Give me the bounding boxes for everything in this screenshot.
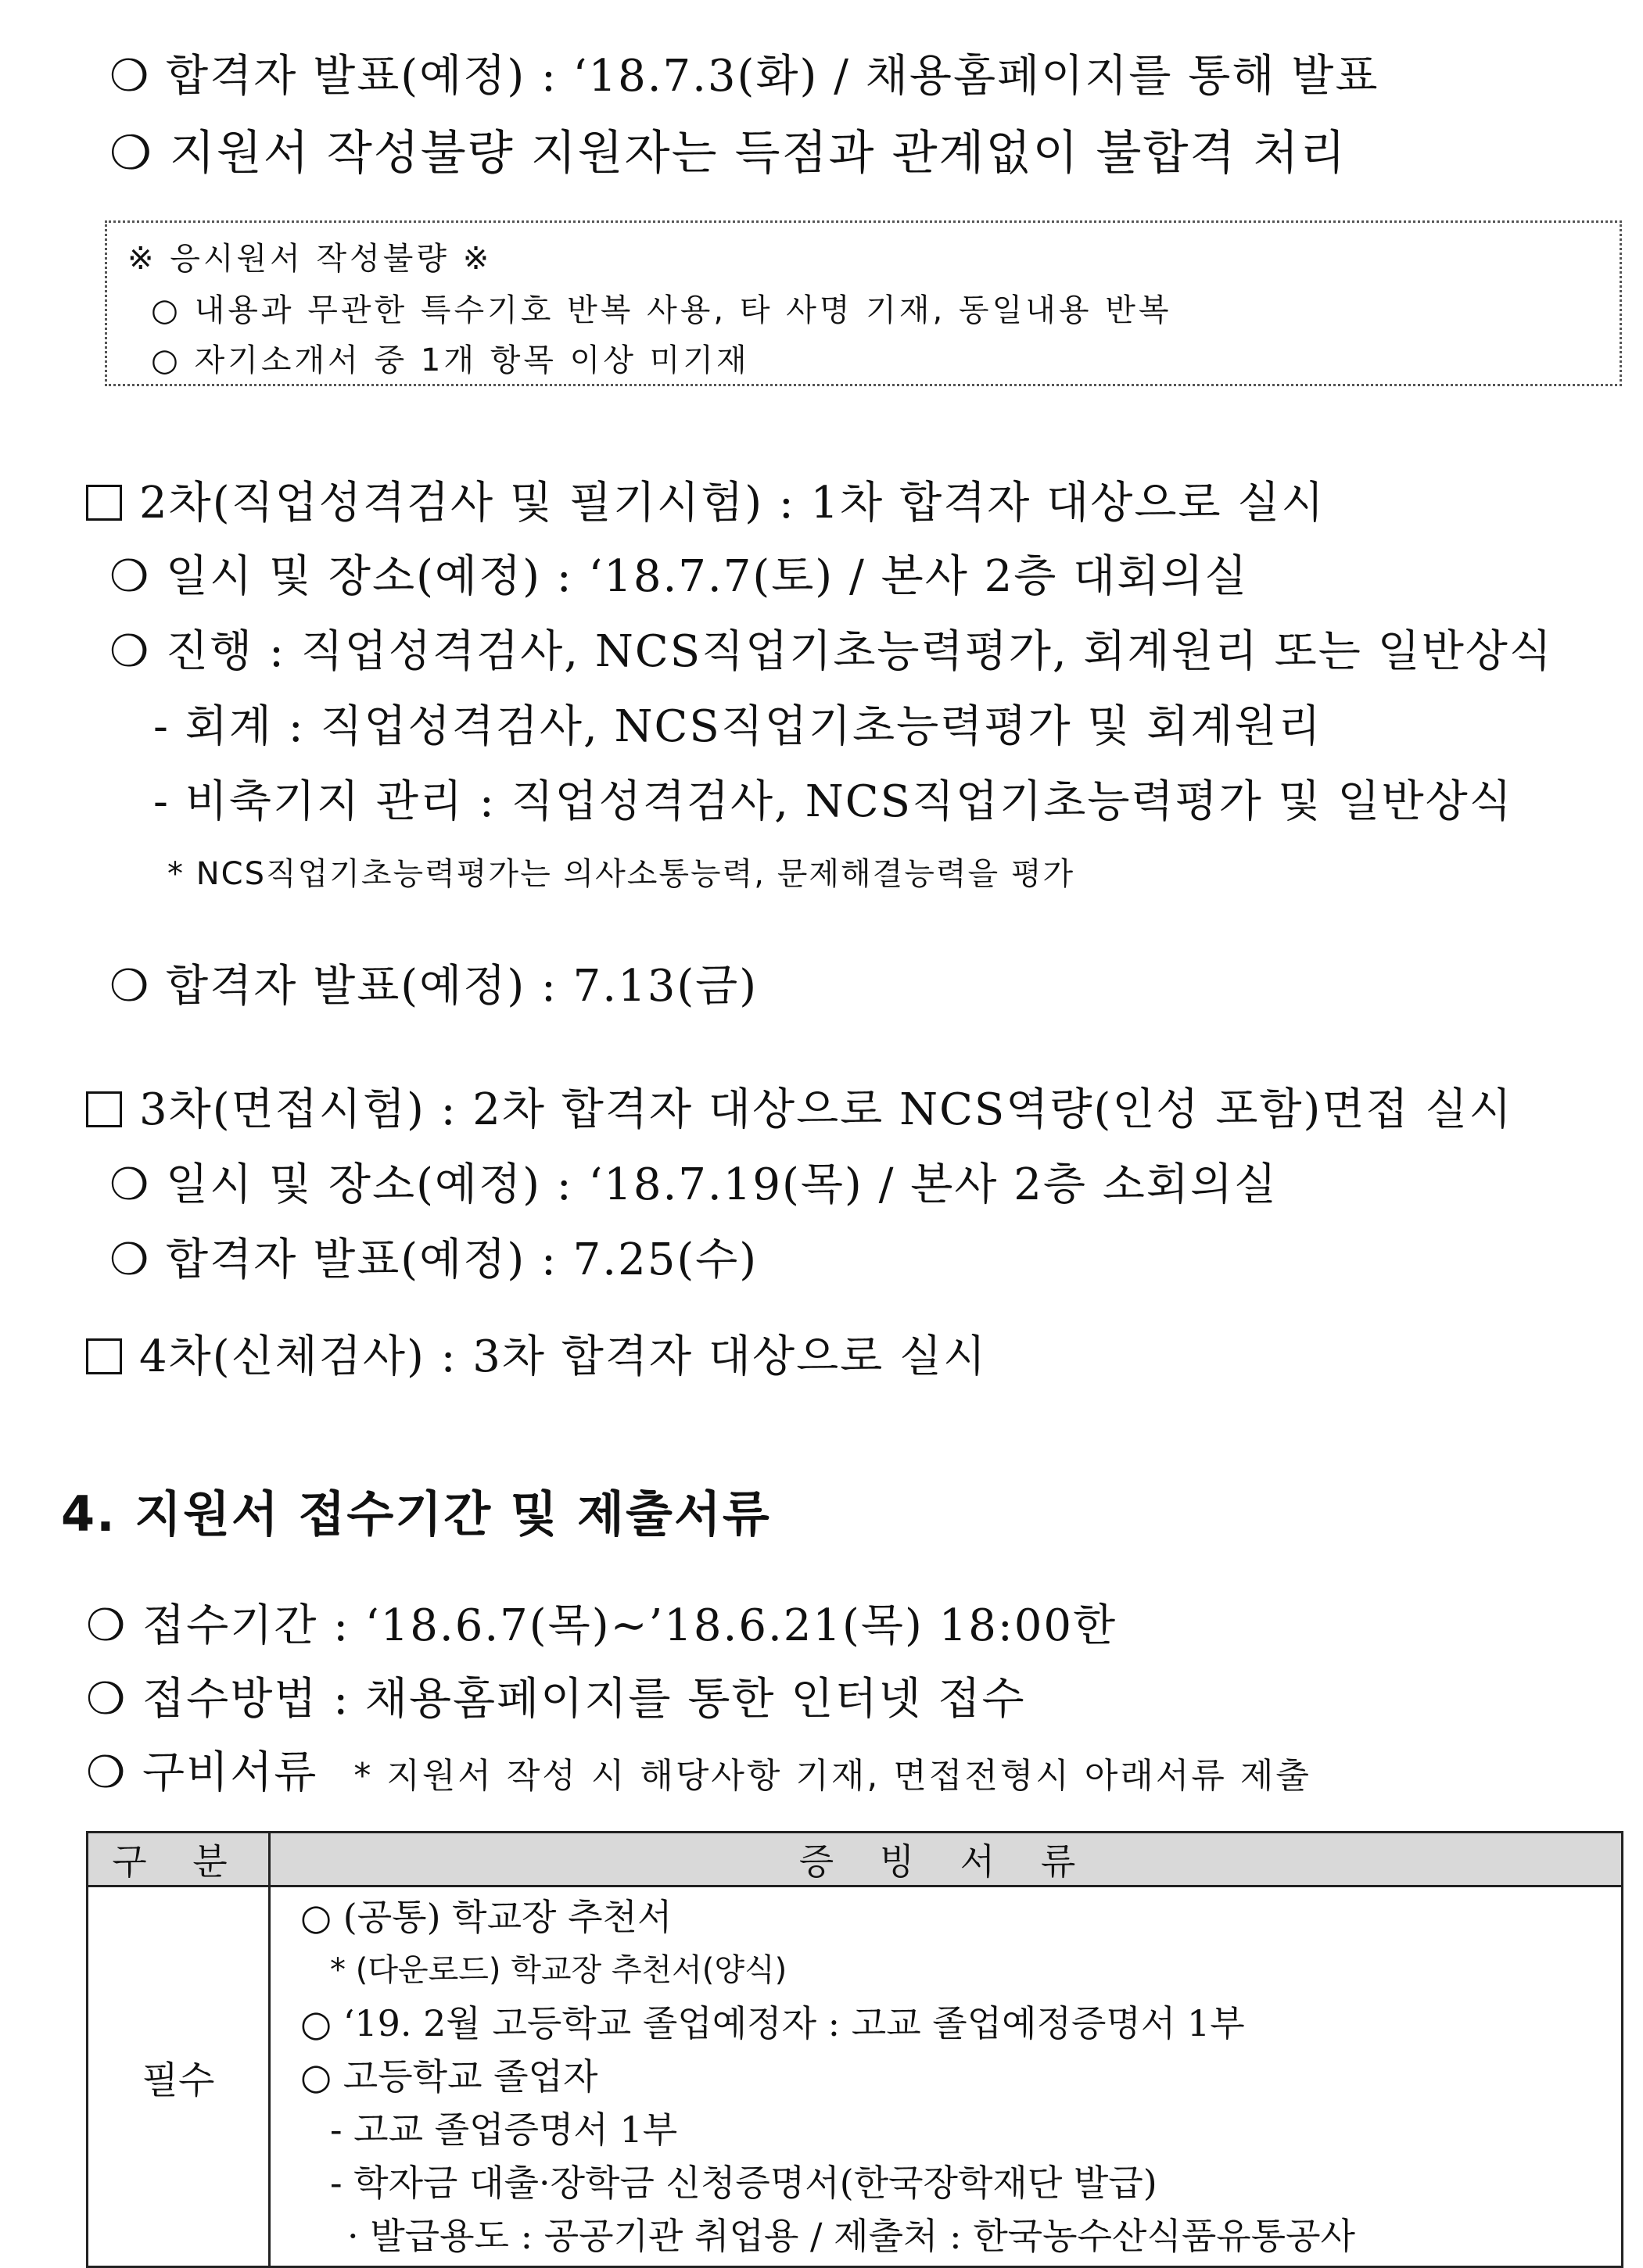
round2-announce-line: ❍ 합격자 발표(예정) : 7.13(금) <box>109 961 759 1012</box>
document-item: · 발급용도 : 공공기관 취업용 / 제출처 : 한국농수산식품유통공사 <box>347 2215 1355 2257</box>
note-box-item: ○ 내용과 무관한 특수기호 반복 사용, 타 사명 기재, 동일내용 반복 <box>151 292 1172 328</box>
round3-schedule-line: ❍ 일시 및 장소(예정) : ‘18.7.19(목) / 본사 2층 소회의실 <box>109 1159 1279 1210</box>
round4-title: 4차(신체검사) : 3차 합격자 대상으로 실시 <box>139 1331 988 1382</box>
round1-disqualify-line: ❍ 지원서 작성불량 지원자는 득점과 관계없이 불합격 처리 <box>109 126 1347 181</box>
round3-title-line <box>86 1084 1513 1136</box>
writing-defect-note-box <box>105 220 1622 386</box>
document-item: ○ 고등학교 졸업자 <box>300 2055 598 2098</box>
documents-cell <box>270 1886 1623 2267</box>
document-item: ○ (공통) 학교장 추천서 <box>300 1896 673 1938</box>
document-item: * (다운로드) 학교장 추천서(양식) <box>330 1952 787 1988</box>
square-bullet-icon <box>86 1091 122 1127</box>
table-header-row <box>88 1833 1623 1886</box>
note-box-title: ※ 응시원서 작성불량 ※ <box>127 241 493 277</box>
required-documents-table <box>86 1831 1623 2268</box>
round2-schedule-line: ❍ 일시 및 장소(예정) : ‘18.7.7(토) / 본사 2층 대회의실 <box>109 551 1249 602</box>
document-item: - 고교 졸업증명서 1부 <box>330 2109 678 2151</box>
column-header-documents: 증 빙 서 류 <box>270 1833 1623 1886</box>
round3-title: 3차(면접시험) : 2차 합격자 대상으로 NCS역량(인성 포함)면접 실시 <box>139 1084 1513 1135</box>
section4-heading: 4. 지원서 접수기간 및 제출서류 <box>61 1485 771 1542</box>
round2-accounting-line: - 회계 : 직업성격검사, NCS직업기초능력평가 및 회계원리 <box>153 701 1322 752</box>
round2-title: 2차(직업성격검사 및 필기시험) : 1차 합격자 대상으로 실시 <box>139 478 1326 528</box>
round4-title-line <box>86 1331 987 1383</box>
required-docs-note: * 지원서 작성 시 해당사항 기재, 면접전형시 아래서류 제출 <box>353 1756 1311 1796</box>
square-bullet-icon <box>86 485 122 521</box>
column-header-category: 구 분 <box>88 1833 270 1886</box>
round2-title-line <box>86 477 1326 529</box>
round3-announce-line: ❍ 합격자 발표(예정) : 7.25(수) <box>109 1234 759 1285</box>
table-row <box>88 1886 1623 2267</box>
round2-stockpile-line: - 비축기지 관리 : 직업성격검사, NCS직업기초능력평가 및 일반상식 <box>153 776 1513 827</box>
round2-process-line: ❍ 진행 : 직업성격검사, NCS직업기초능력평가, 회계원리 또는 일반상식 <box>109 626 1553 677</box>
ncs-note-line: * NCS직업기초능력평가는 의사소통능력, 문제해결능력을 평가 <box>167 856 1075 892</box>
category-cell: 필수 <box>88 1886 270 2267</box>
note-box-item: ○ 자기소개서 중 1개 항목 이상 미기재 <box>151 342 750 378</box>
application-method-line: ❍ 접수방법 : 채용홈페이지를 통한 인터넷 접수 <box>86 1674 1026 1725</box>
document-item: ○ ‘19. 2월 고등학교 졸업예정자 : 고교 졸업예정증명서 1부 <box>300 2002 1245 2044</box>
application-period-line: ❍ 접수기간 : ‘18.6.7(목)∼’18.6.21(목) 18:00한 <box>86 1600 1117 1651</box>
document-item: - 학자금 대출·장학금 신청증명서(한국장학재단 발급) <box>330 2162 1157 2204</box>
square-bullet-icon <box>86 1338 122 1374</box>
round1-announce-line: ❍ 합격자 발표(예정) : ‘18.7.3(화) / 채용홈페이지를 통해 발표 <box>109 51 1379 102</box>
required-docs-line <box>86 1747 1311 1799</box>
required-docs-label: ❍ 구비서류 <box>86 1747 318 1798</box>
